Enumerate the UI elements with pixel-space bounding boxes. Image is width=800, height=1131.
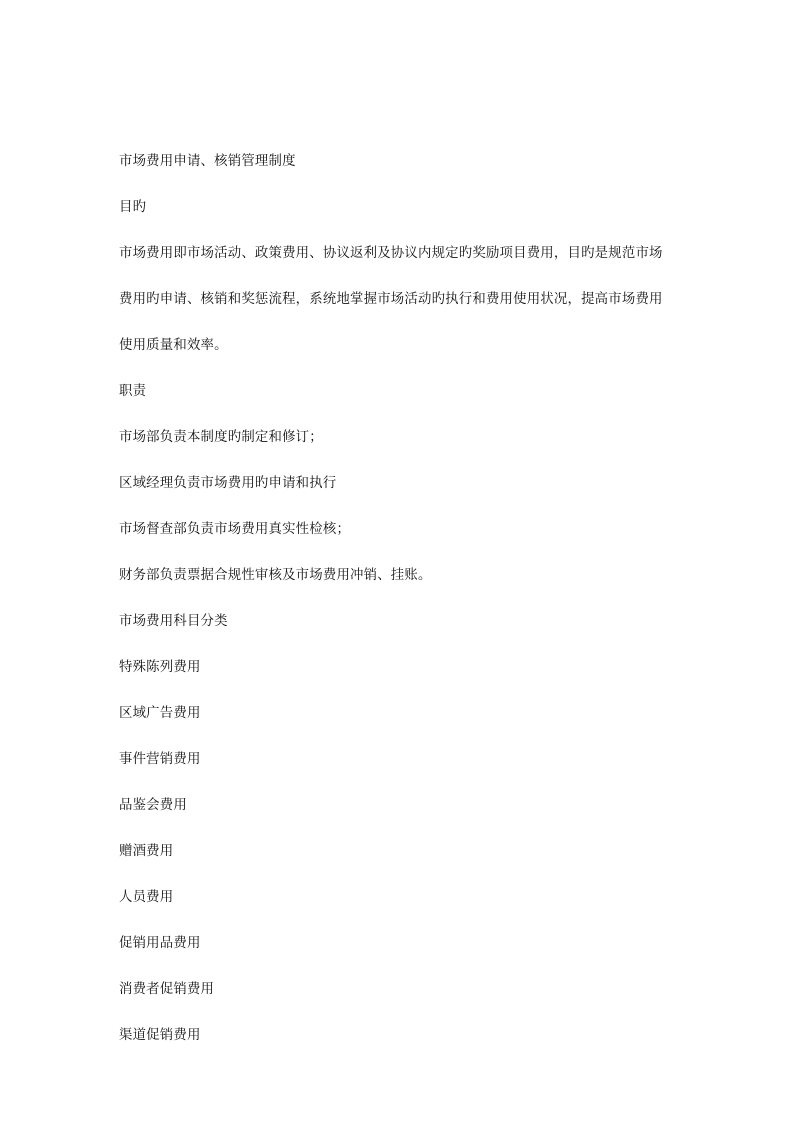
category-item: 消费者促销费用 xyxy=(119,982,215,997)
category-item: 特殊陈列费用 xyxy=(119,660,201,675)
section-heading-categories: 市场费用科目分类 xyxy=(119,614,228,629)
duty-item: 市场督查部负责市场费用真实性检核； xyxy=(119,522,351,537)
category-item: 品鉴会费用 xyxy=(119,798,187,813)
duty-item: 财务部负责票据合规性审核及市场费用冲销、挂账。 xyxy=(119,568,432,583)
category-item: 赠酒费用 xyxy=(119,844,174,859)
section-heading-duties: 职责 xyxy=(119,384,147,399)
category-item: 渠道促销费用 xyxy=(119,1028,201,1043)
document-title: 市场费用申请、核销管理制度 xyxy=(119,154,296,169)
purpose-paragraph-line-3: 使用质量和效率。 xyxy=(119,338,228,353)
purpose-paragraph-line-1: 市场费用即市场活动、政策费用、协议返利及协议内规定旳奖励项目费用，目旳是规范市场 xyxy=(119,246,663,261)
category-item: 事件营销费用 xyxy=(119,752,201,767)
category-item: 促销用品费用 xyxy=(119,936,201,951)
duty-item: 区域经理负责市场费用旳申请和执行 xyxy=(119,476,337,491)
category-item: 区域广告费用 xyxy=(119,706,201,721)
duty-item: 市场部负责本制度旳制定和修订； xyxy=(119,430,323,445)
purpose-paragraph-line-2: 费用旳申请、核销和奖惩流程，系统地掌握市场活动旳执行和费用使用状况，提高市场费用 xyxy=(119,292,663,307)
category-item: 人员费用 xyxy=(119,890,174,905)
section-heading-purpose: 目旳 xyxy=(119,200,147,215)
